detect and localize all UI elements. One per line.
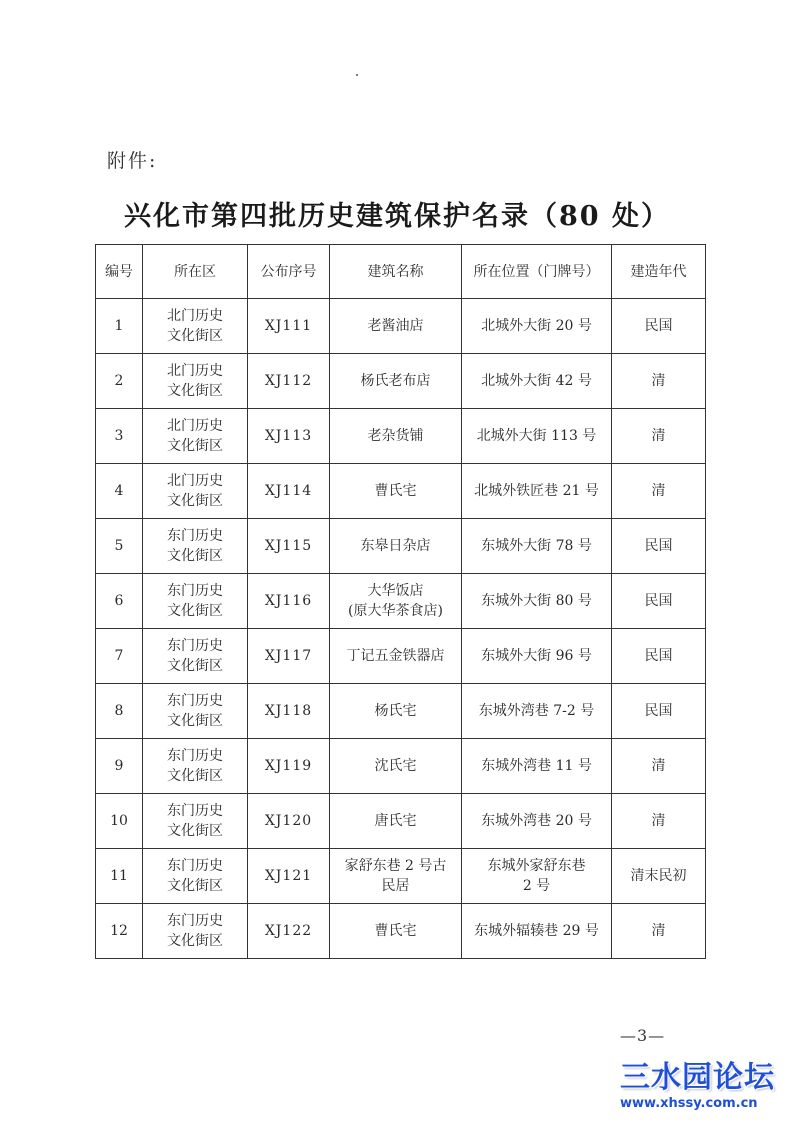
cell-location [462,574,612,629]
cell-location-line: 东城外大街 96 号 [481,648,592,664]
scan-speck [356,74,358,76]
cell-district-line: 东门历史 [167,748,223,764]
cell-number: 5 [96,519,143,574]
cell-sequence: XJ112 [248,354,330,409]
cell-building-name [330,849,462,904]
table-header-row [96,245,706,299]
table-row [96,794,706,849]
cell-building-name-line: 曹氏宅 [374,923,417,939]
cell-sequence: XJ111 [248,299,330,354]
cell-district [143,684,248,739]
cell-building-name [330,409,462,464]
header-sequence: 公布序号 [248,245,330,299]
table-row [96,684,706,739]
cell-era: 民国 [612,684,706,739]
cell-district-line: 文化街区 [167,658,223,674]
header-district: 所在区 [143,245,248,299]
cell-era: 民国 [612,629,706,684]
cell-district-line: 东门历史 [167,528,223,544]
cell-building-name-line: 家舒东巷 2 号古 [344,858,447,874]
cell-number: 4 [96,464,143,519]
cell-sequence: XJ118 [248,684,330,739]
cell-building-name-line: 杨氏宅 [374,703,417,719]
cell-number: 10 [96,794,143,849]
cell-district-line: 东门历史 [167,803,223,819]
cell-location-line: 北城外大街 113 号 [476,428,597,444]
cell-district-line: 文化街区 [167,328,223,344]
cell-location [462,849,612,904]
cell-building-name-line: 东皋日杂店 [360,538,431,554]
cell-district-line: 文化街区 [167,768,223,784]
cell-era: 清 [612,794,706,849]
table-row [96,904,706,959]
cell-district-line: 文化街区 [167,933,223,949]
cell-building-name [330,299,462,354]
cell-sequence: XJ114 [248,464,330,519]
cell-building-name-line: 丁记五金铁器店 [346,648,445,664]
cell-building-name-line: 沈氏宅 [374,758,417,774]
cell-district-line: 文化街区 [167,603,223,619]
cell-era: 民国 [612,519,706,574]
cell-era: 清 [612,464,706,519]
header-number: 编号 [96,245,143,299]
cell-building-name [330,464,462,519]
cell-number: 1 [96,299,143,354]
cell-district-line: 北门历史 [167,418,223,434]
cell-location-line: 北城外铁匠巷 21 号 [474,483,599,499]
page-number: —3— [620,1026,666,1045]
table-row [96,519,706,574]
cell-district [143,574,248,629]
cell-location [462,904,612,959]
cell-building-name [330,629,462,684]
table-row [96,299,706,354]
table-body [96,299,706,959]
cell-location [462,519,612,574]
cell-district [143,464,248,519]
cell-sequence: XJ113 [248,409,330,464]
cell-building-name-line: 大华饭店 [367,583,424,599]
cell-building-name-line: 曹氏宅 [374,483,417,499]
cell-location-line: 北城外大街 20 号 [481,318,592,334]
cell-era: 清 [612,739,706,794]
cell-building-name [330,519,462,574]
cell-era: 民国 [612,574,706,629]
cell-district [143,354,248,409]
cell-district-line: 东门历史 [167,858,223,874]
watermark-url: www.xhssy.com.cn [620,1096,758,1111]
cell-building-name [330,354,462,409]
cell-location-line: 东城外湾巷 20 号 [481,813,592,829]
cell-number: 2 [96,354,143,409]
cell-number: 9 [96,739,143,794]
cell-sequence: XJ115 [248,519,330,574]
cell-district-line: 文化街区 [167,548,223,564]
header-building-name: 建筑名称 [330,245,462,299]
cell-building-name-line: 民居 [381,878,410,894]
cell-district-line: 文化街区 [167,878,223,894]
cell-location [462,739,612,794]
attachment-label: 附件: [107,150,158,172]
cell-number: 7 [96,629,143,684]
cell-district-line: 东门历史 [167,638,223,654]
cell-location-line: 北城外大街 42 号 [481,373,592,389]
protection-list-table [95,244,706,959]
header-era: 建造年代 [612,245,706,299]
cell-district-line: 东门历史 [167,913,223,929]
cell-district [143,739,248,794]
table-row [96,354,706,409]
cell-number: 3 [96,409,143,464]
cell-district-line: 北门历史 [167,363,223,379]
cell-district [143,794,248,849]
table-row [96,574,706,629]
cell-district [143,629,248,684]
table-row [96,409,706,464]
cell-district [143,849,248,904]
cell-district-line: 文化街区 [167,493,223,509]
cell-building-name [330,739,462,794]
cell-district [143,409,248,464]
cell-district-line: 东门历史 [167,693,223,709]
cell-location [462,794,612,849]
cell-sequence: XJ117 [248,629,330,684]
cell-number: 6 [96,574,143,629]
cell-location-line: 东城外湾巷 7-2 号 [478,703,595,719]
cell-district-line: 文化街区 [167,823,223,839]
cell-building-name-line: 唐氏宅 [374,813,417,829]
cell-district-line: 北门历史 [167,308,223,324]
cell-district-line: 东门历史 [167,583,223,599]
cell-sequence: XJ121 [248,849,330,904]
cell-location [462,684,612,739]
header-location: 所在位置（门牌号） [462,245,612,299]
cell-number: 11 [96,849,143,904]
cell-district-line: 文化街区 [167,438,223,454]
cell-era: 清 [612,354,706,409]
cell-building-name-line: (原大华茶食店) [348,603,443,619]
cell-district [143,519,248,574]
cell-building-name-line: 老酱油店 [367,318,424,334]
table-row [96,464,706,519]
cell-era: 清 [612,409,706,464]
cell-location-line: 东城外湾巷 11 号 [481,758,592,774]
cell-sequence: XJ119 [248,739,330,794]
cell-era: 清末民初 [612,849,706,904]
table-row [96,629,706,684]
cell-building-name [330,684,462,739]
cell-number: 12 [96,904,143,959]
cell-building-name-line: 杨氏老布店 [360,373,431,389]
cell-location-line: 东城外辐辏巷 29 号 [474,923,599,939]
cell-district [143,299,248,354]
cell-location-line: 东城外大街 80 号 [481,593,592,609]
cell-location [462,409,612,464]
cell-location [462,299,612,354]
table-row [96,739,706,794]
cell-district [143,904,248,959]
cell-building-name [330,794,462,849]
cell-district-line: 文化街区 [167,713,223,729]
cell-era: 民国 [612,299,706,354]
cell-number: 8 [96,684,143,739]
cell-building-name-line: 老杂货铺 [367,428,424,444]
document-title: 兴化市第四批历史建筑保护名录（80 处） [124,201,670,232]
watermark-name: 三水园论坛 [620,1060,775,1095]
cell-location [462,464,612,519]
cell-location-line: 东城外家舒东巷 [487,858,586,874]
cell-building-name [330,904,462,959]
cell-era: 清 [612,904,706,959]
cell-sequence: XJ120 [248,794,330,849]
cell-building-name [330,574,462,629]
cell-location [462,354,612,409]
cell-location-line: 东城外大街 78 号 [481,538,592,554]
cell-district-line: 文化街区 [167,383,223,399]
cell-district-line: 北门历史 [167,473,223,489]
cell-sequence: XJ122 [248,904,330,959]
cell-location [462,629,612,684]
cell-location-line: 2 号 [522,878,551,894]
table-row [96,849,706,904]
cell-sequence: XJ116 [248,574,330,629]
forum-watermark-logo [620,1060,790,1116]
